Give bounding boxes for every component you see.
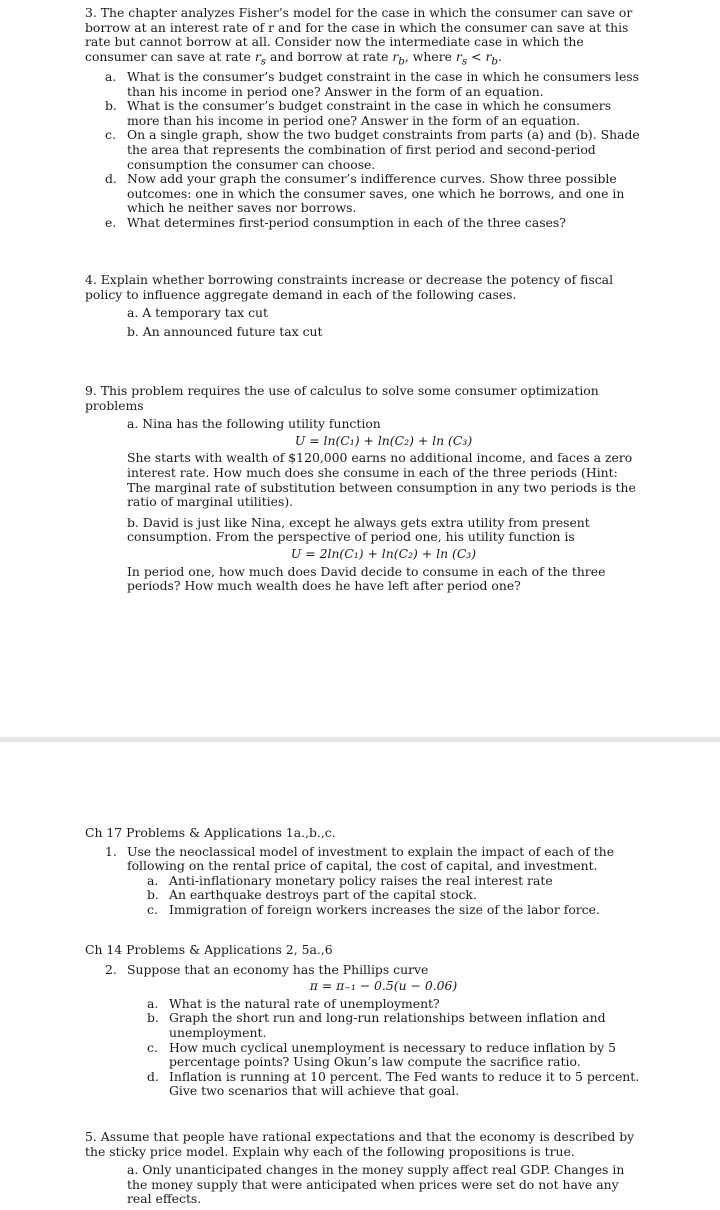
ch14-q2-label: 2.: [105, 961, 117, 977]
q9-part-a-label: a. Nina has the following utility function: [127, 416, 381, 432]
ch14-item-c: [147, 1041, 640, 1070]
ch14-item-c-text: How much cyclical unemployment is necessary to reduce inflation by 5 percentage points? Using Okun’s law compute the sacrifice ratio.: [169, 1039, 617, 1070]
q3-item-c-text: On a single graph, show the two budget constraints from parts (a) and (b). Shade the area that represents the combination of first period and second-period consumption the consumer can choose.: [127, 127, 640, 172]
page-2: [0, 742, 720, 1210]
ch14-item-a: [147, 997, 640, 1012]
q3-item-c: [105, 128, 640, 172]
ch14-item-c-label: c.: [147, 1039, 158, 1055]
q9-part-b-question: In period one, how much does David decide to consume in each of the three periods? How much wealth does he have left after period one?: [127, 563, 606, 594]
q3-item-d-text: Now add your graph the consumer’s indifference curves. Show three possible outcomes: one in which the consumer saves, one which he borrows, and one in which he neither saves nor borrows.: [127, 171, 625, 216]
ch14-item-d-text: Inflation is running at 10 percent. The Fed wants to reduce it to 5 percent. Give two scenarios that will achieve that goal.: [169, 1068, 640, 1099]
ch14-q2-text: Suppose that an economy has the Phillips curve: [127, 961, 429, 977]
q3-item-b-label: b.: [105, 98, 117, 114]
ch14-item-d: [147, 1070, 640, 1099]
q3-item-d-label: d.: [105, 171, 117, 187]
ch17-item-a-text: Anti-inflationary monetary policy raises the real interest rate: [169, 872, 553, 888]
q9-part-b-text: b. David is just like Nina, except he always gets extra utility from present consumption. From the perspective of period one, his utility function is: [127, 514, 590, 545]
q3-where: , where: [404, 48, 456, 64]
ch17-item-c-text: Immigration of foreign workers increases the size of the labor force.: [169, 901, 600, 917]
question-3-items: [105, 70, 640, 231]
q9-equation-nina: U = ln(C₁) + ln(C₂) + ln (C₃): [294, 432, 473, 448]
ch17-item-a-label: a.: [147, 872, 159, 888]
ch17-q1-label: 1.: [105, 843, 117, 859]
q3-item-a: [105, 70, 640, 99]
ch17-section: [85, 826, 640, 918]
q3-item-a-text: What is the consumer’s budget constraint in the case in which he consumers less than his income in period one? Answer in the form of an equation.: [127, 69, 640, 99]
q3-item-a-label: a.: [105, 69, 117, 84]
q9-equation-david: U = 2ln(C₁) + ln(C₂) + ln (C₃): [290, 545, 477, 561]
ineq-lt: <: [467, 48, 486, 64]
ch17-item-a: [147, 874, 640, 889]
q4-item-a: a. A temporary tax cut: [127, 305, 268, 321]
ch14-heading: Ch 14 Problems & Applications 2, 5a.,6: [85, 942, 333, 957]
ch14-question-2: [105, 963, 640, 978]
ch17-item-b-label: b.: [147, 887, 159, 903]
ch14-section: [85, 943, 640, 1099]
question-4-intro: 4. Explain whether borrowing constraints increase or decrease the potency of fiscal policy to influence aggregate demand in each of the following cases.: [85, 272, 614, 302]
rs-subscript: s: [260, 55, 267, 68]
rb-subscript: b: [398, 55, 405, 68]
q3-item-e-text: What determines first-period consumption in each of the three cases?: [127, 214, 566, 230]
ch14-item-a-label: a.: [147, 995, 159, 1011]
ch17-item-b: [147, 888, 640, 903]
q3-intro-text: 3. The chapter analyzes Fisher’s model for the case in which the consumer can save or borrow at an interest rate of r and for the case in which the consumer can save at this rate but cannot borrow at all. Consider now the intermediate case in which the consumer can save at rate: [85, 5, 633, 64]
q3-end: .: [498, 48, 502, 64]
ch14-item-d-label: d.: [147, 1068, 159, 1084]
question-5: [85, 1130, 640, 1207]
ineq-s: s: [461, 55, 468, 68]
q3-item-b-text: What is the consumer’s budget constraint in the case in which he consumers more than his income in period one? Answer in the form of an equation.: [127, 98, 612, 128]
ch17-item-c: [147, 903, 640, 918]
ch17-q1-text: Use the neoclassical model of investment to explain the impact of each of the following on the rental price of capital, the cost of capital, and investment.: [127, 843, 615, 874]
question-3-intro: [85, 6, 640, 69]
phillips-curve-equation: π = π₋₁ − 0.5(u − 0.06): [309, 978, 458, 994]
q5-part-a-text: a. Only unanticipated changes in the money supply affect real GDP. Changes in the money supply that were anticipated when prices were set do not have any real effects.: [127, 1162, 625, 1207]
q4-item-b: b. An announced future tax cut: [127, 323, 323, 339]
q9-part-a-text: She starts with wealth of $120,000 earns no additional income, and faces a zero interest rate. How much does she consume in each of the three periods (Hint: The marginal rate of substitution between consumption in any two periods is the ratio of marginal utilities).: [127, 450, 636, 510]
question-5-intro: 5. Assume that people have rational expectations and that the economy is described by the sticky price model. Explain why each of the following propositions is true.: [85, 1129, 635, 1159]
ch17-item-b-text: An earthquake destroys part of the capital stock.: [169, 887, 477, 903]
ch14-item-b-label: b.: [147, 1010, 159, 1026]
ineq-r2: r: [485, 48, 492, 64]
question-4: [85, 273, 640, 339]
q3-item-e: [105, 216, 640, 231]
ch14-item-b: [147, 1011, 640, 1040]
ch17-question-1: [105, 845, 640, 874]
ch17-heading: Ch 17 Problems & Applications 1a.,b.,c.: [85, 825, 336, 840]
question-9-intro: 9. This problem requires the use of calculus to solve some consumer optimization problems: [85, 383, 599, 413]
ch14-item-a-text: What is the natural rate of unemployment?: [169, 995, 440, 1011]
ineq-b: b: [491, 55, 498, 68]
q3-item-e-label: e.: [105, 214, 117, 230]
rs-symbol: r: [254, 48, 261, 64]
q3-item-c-label: c.: [105, 127, 116, 143]
ch17-item-c-label: c.: [147, 901, 158, 917]
q3-item-b: [105, 99, 640, 128]
ineq-r1: r: [455, 48, 462, 64]
q3-and-borrow: and borrow at rate: [266, 48, 393, 64]
q3-item-d: [105, 172, 640, 216]
rb-symbol: r: [392, 48, 399, 64]
question-9: [85, 384, 640, 594]
question-3: [85, 6, 640, 69]
ch14-item-b-text: Graph the short run and long-run relationships between inflation and unemployment.: [169, 1010, 606, 1040]
